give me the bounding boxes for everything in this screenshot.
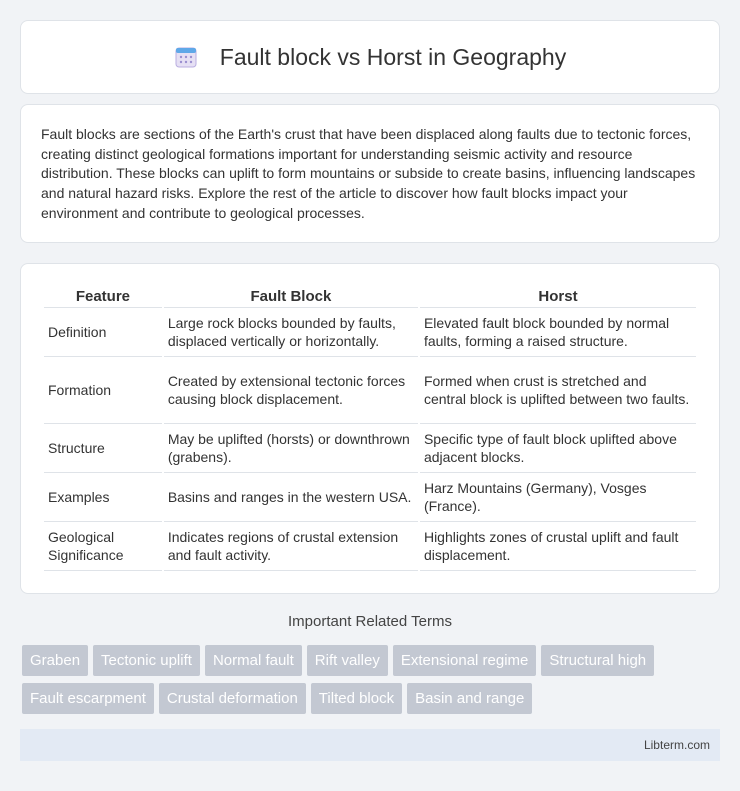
row-horst: Harz Mountains (Germany), Vosges (France). (420, 473, 696, 522)
row-horst: Highlights zones of crustal uplift and fault displacement. (420, 522, 696, 571)
row-fault-block: Created by extensional tectonic forces causing block displacement. (164, 357, 418, 424)
related-terms-title: Important Related Terms (288, 613, 452, 630)
tag-tectonic-uplift[interactable]: Tectonic uplift (93, 645, 200, 676)
row-feature: Examples (44, 473, 162, 522)
row-horst: Elevated fault block bounded by normal faults, forming a raised structure. (420, 308, 696, 357)
header-feature: Feature (44, 284, 162, 308)
table-row (44, 522, 696, 571)
header-card (20, 20, 720, 94)
header-fault-block: Fault Block (164, 284, 418, 308)
tag-tilted-block[interactable]: Tilted block (311, 683, 402, 714)
comparison-table (42, 284, 698, 571)
row-feature: Definition (44, 308, 162, 357)
page-title: Fault block vs Horst in Geography (219, 43, 567, 70)
row-feature: Geological Significance (44, 522, 162, 571)
tag-structural-high[interactable]: Structural high (541, 645, 654, 676)
table-row (44, 424, 696, 473)
footer-site-link[interactable]: Libterm.com (643, 738, 710, 752)
row-horst: Specific type of fault block uplifted above adjacent blocks. (420, 424, 696, 473)
intro-card (20, 104, 720, 243)
tag-fault-escarpment[interactable]: Fault escarpment (22, 683, 154, 714)
row-fault-block: Basins and ranges in the western USA. (164, 473, 418, 522)
table-row (44, 357, 696, 424)
row-fault-block: Large rock blocks bounded by faults, displaced vertically or horizontally. (164, 308, 418, 357)
table-row (44, 308, 696, 357)
related-terms-list (22, 645, 722, 714)
comparison-table-card (20, 263, 720, 594)
tag-crustal-deformation[interactable]: Crustal deformation (159, 683, 306, 714)
row-fault-block: May be uplifted (horsts) or downthrown (grabens). (164, 424, 418, 473)
tag-extensional-regime[interactable]: Extensional regime (393, 645, 537, 676)
table-row (44, 473, 696, 522)
row-feature: Formation (44, 357, 162, 424)
header-horst: Horst (420, 284, 696, 308)
row-fault-block: Indicates regions of crustal extension and fault activity. (164, 522, 418, 571)
row-horst: Formed when crust is stretched and central block is uplifted between two faults. (420, 357, 696, 424)
tag-graben[interactable]: Graben (22, 645, 88, 676)
tag-rift-valley[interactable]: Rift valley (307, 645, 388, 676)
footer (20, 729, 720, 761)
table-header-row (44, 284, 696, 308)
calendar-icon (174, 45, 198, 69)
row-feature: Structure (44, 424, 162, 473)
tag-normal-fault[interactable]: Normal fault (205, 645, 302, 676)
intro-paragraph: Fault blocks are sections of the Earth's crust that have been displaced along faults due to tectonic forces, creating distinct geological formations important for understanding seismic activity and resource distribution. These blocks can uplift to form mountains or subside to create basins, influencing landscapes and natural hazard risks. Explore the rest of the article to discover how fault blocks impact your environment and contribute to geological processes. (41, 126, 696, 221)
tag-basin-and-range[interactable]: Basin and range (407, 683, 532, 714)
